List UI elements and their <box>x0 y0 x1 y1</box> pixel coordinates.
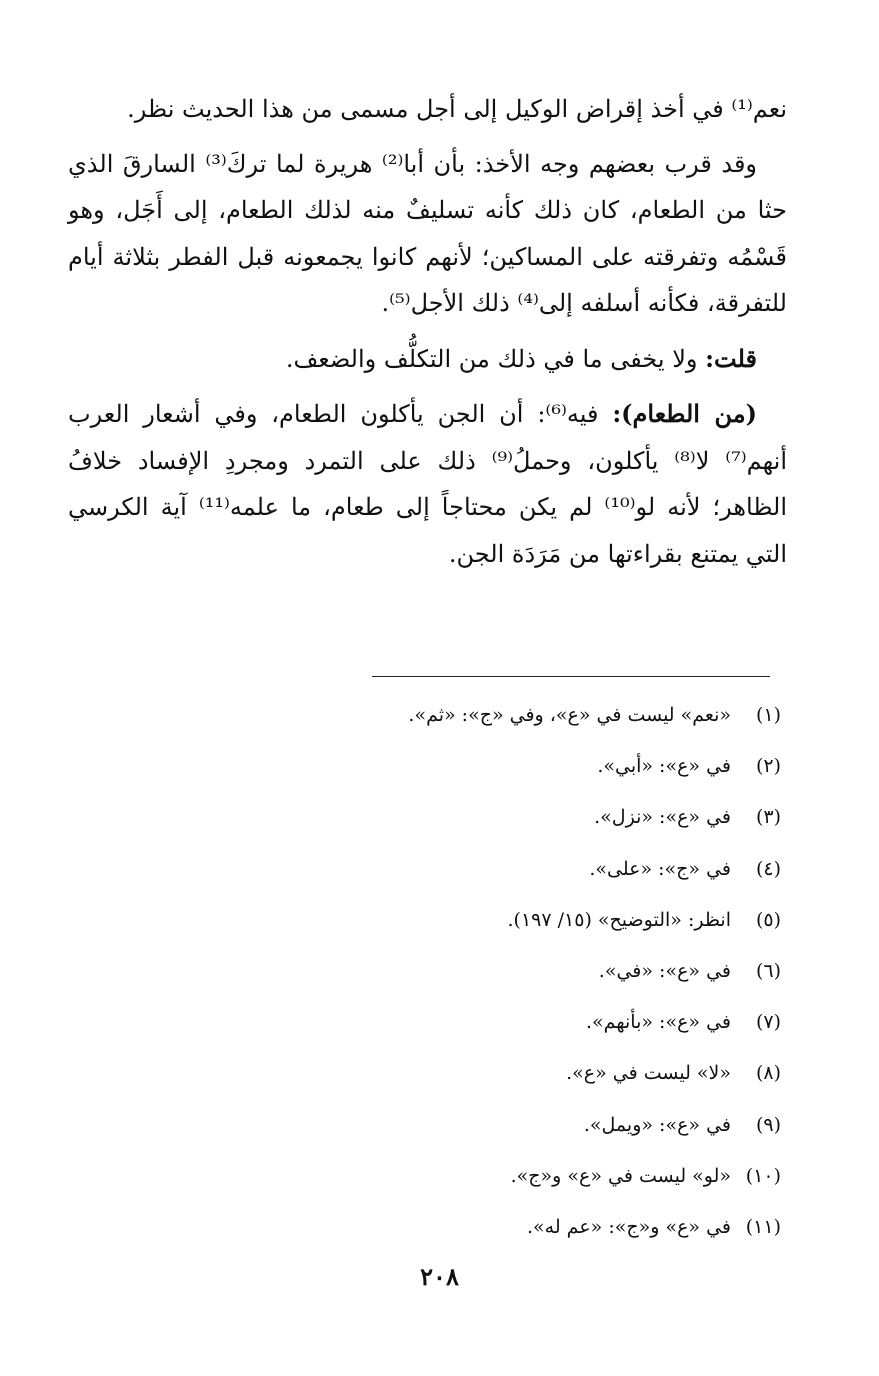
footnote-item <box>140 1100 781 1151</box>
footnote-text: «نعم» ليست في «ع»، وفي «ج»: «ثم». <box>408 704 731 726</box>
footnote-text: انظر: «التوضيح» (١٥/ ١٩٧). <box>507 908 731 931</box>
footnote-number: (٤) <box>755 857 781 880</box>
main-text <box>68 86 787 586</box>
paragraph-4 <box>68 391 787 577</box>
paragraph-2-text: وقد قرب بعضهم وجه الأخذ: بأن أبا⁽²⁾ هريرة لما تركَ⁽³⁾ السارقَ الذي حثا من الطعام، كان ذلك كأنه تسليفٌ منه لذلك الطعام، إلى أَجَل، وهو قَسْمُه وتفرقته على المساكين؛ لأنهم كانوا يجمعونه قبل الفطر بثلاثة أيام للتفرقة، فكأنه أسلفه إلى⁽⁴⁾ ذلك الأجل⁽⁵⁾. <box>68 149 787 317</box>
footnote-number: (٩) <box>755 1113 781 1136</box>
footnote-item <box>140 895 781 946</box>
footnote-number: (٨) <box>755 1062 781 1085</box>
footnote-text: في «ع»: «بأنهم». <box>585 1011 731 1034</box>
paragraph-3-text: ولا يخفى ما في ذلك من التكلُّف والضعف. <box>285 344 698 373</box>
paragraph-3 <box>68 336 787 383</box>
footnote-number: (٢) <box>755 755 781 778</box>
footnote-number: (١) <box>755 704 781 726</box>
paragraph-1 <box>68 86 787 133</box>
footnote-text: في «ع» و«ج»: «عم له». <box>527 1216 731 1239</box>
footnote-number: (١٠) <box>745 1164 781 1187</box>
footnote-item <box>140 741 781 792</box>
paragraph-4-label: (من الطعام): <box>612 399 758 428</box>
footnote-number: (١١) <box>745 1216 781 1239</box>
footnote-divider <box>372 676 770 677</box>
footnote-text: «لو» ليست في «ع» و«ج». <box>510 1164 731 1187</box>
footnote-item <box>140 844 781 895</box>
page-number: ٢٠٨ <box>420 1262 459 1291</box>
footnote-text: في «ع»: «ويمل». <box>583 1113 731 1136</box>
footnote-item <box>140 1048 781 1099</box>
paragraph-4-text: فيه⁽⁶⁾: أن الجن يأكلون الطعام، وفي أشعار العرب أنهم⁽⁷⁾ لا⁽⁸⁾ يأكلون، وحملُ⁽⁹⁾ ذلك على التمرد ومجردِ الإفساد خلافُ الظاهر؛ لأنه لو⁽¹⁰⁾ لم يكن محتاجاً إلى طعام، ما علمه⁽¹¹⁾ آية الكرسي التي يمتنع بقراءتها من مَرَدَة الجن. <box>68 400 788 568</box>
footnote-number: (٧) <box>755 1011 781 1034</box>
footnote-text: في «ج»: «على». <box>589 857 731 880</box>
paragraph-2 <box>68 141 787 327</box>
paragraph-1-text: نعم⁽¹⁾ في أخذ إقراض الوكيل إلى أجل مسمى من هذا الحديث نظر. <box>127 95 787 123</box>
footnote-text: في «ع»: «نزل». <box>594 806 731 829</box>
footnote-text: في «ع»: «في». <box>598 960 731 983</box>
footnote-item <box>140 946 781 997</box>
footnote-item <box>140 1202 781 1253</box>
footnote-item <box>140 690 781 741</box>
footnote-item <box>140 1151 781 1202</box>
footnote-number: (٥) <box>755 908 781 931</box>
footnote-text: «لا» ليست في «ع». <box>566 1062 731 1085</box>
footnote-number: (٦) <box>755 960 781 983</box>
footnote-text: في «ع»: «أبي». <box>597 755 731 778</box>
footnote-number: (٣) <box>755 806 781 829</box>
paragraph-3-label: قلت: <box>705 343 757 373</box>
footnote-item <box>140 792 781 843</box>
footnotes <box>140 690 781 1253</box>
footnote-item <box>140 997 781 1048</box>
